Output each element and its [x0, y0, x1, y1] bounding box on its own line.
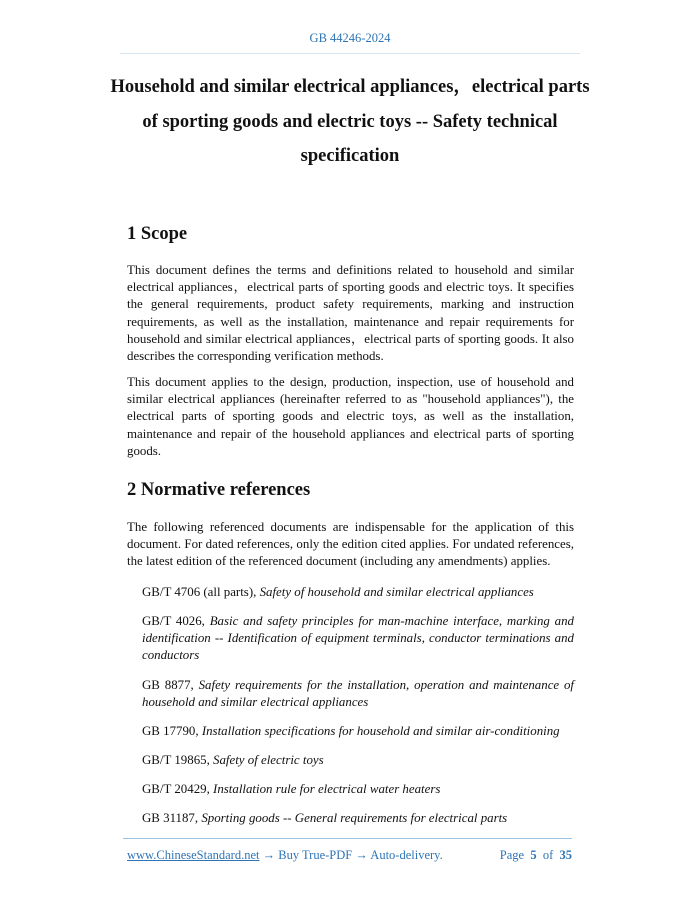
scope-paragraph: This document defines the terms and definitions related to household and similar electrical appliances，electrical parts of sporting goods and electric toys. It specifies the general requirements, product safety requirements, marking and instruction requirements, as well as the installation, maintenance and repair requirements for household and similar electrical appliances，electrical parts of sporting goods. It also describes the corresponding verification methods.	[127, 263, 574, 364]
document-title	[110, 70, 590, 174]
reference-item: GB/T 4026, Basic and safety principles for man-machine interface, marking and identification -- Identification of equipment terminals, conductor terminations and conductors	[142, 614, 574, 663]
reference-item: GB 31187, Sporting goods -- General requirements for electrical parts	[142, 811, 508, 825]
page-indicator: Page 5 of 35	[499, 848, 572, 862]
header-doc-number: GB 44246-2024	[309, 31, 391, 45]
header-divider	[120, 53, 580, 54]
footer-promo: www.ChineseStandard.net → Buy True-PDF → Auto-delivery.	[127, 848, 443, 862]
title-line: specification	[300, 146, 400, 166]
reference-item: GB/T 20429, Installation rule for electrical water heaters	[142, 782, 441, 796]
footer-divider	[123, 838, 572, 839]
reference-item: GB/T 19865, Safety of electric toys	[142, 753, 324, 767]
reference-item: GB 8877, Safety requirements for the installation, operation and maintenance of household and similar electrical appliances	[142, 678, 575, 710]
reference-item: GB 17790, Installation specifications for household and similar air-conditioning	[142, 724, 560, 738]
scope-paragraph: This document applies to the design, production, inspection, use of household and similar electrical appliances (hereinafter referred to as "household appliances"), the electrical parts of sporting goods and electric toys, as well as the installation, maintenance and repair of the household appliances and electrical parts of sporting goods.	[127, 375, 574, 458]
title-line: Household and similar electrical appliances，electrical parts	[110, 77, 590, 97]
references-intro: The following referenced documents are indispensable for the application of this document. For dated references, only the edition cited applies. For undated references, the latest edition of the referenced document (including any amendments) applies.	[127, 520, 574, 569]
footer	[127, 848, 572, 863]
section-heading-scope: 1 Scope	[127, 224, 188, 244]
title-line: of sporting goods and electric toys -- Safety technical	[142, 111, 558, 132]
section-heading-normative-references: 2 Normative references	[127, 480, 311, 500]
reference-item: GB/T 4706 (all parts), Safety of household and similar electrical appliances	[142, 585, 534, 599]
website-link[interactable]: www.ChineseStandard.net	[127, 848, 260, 862]
